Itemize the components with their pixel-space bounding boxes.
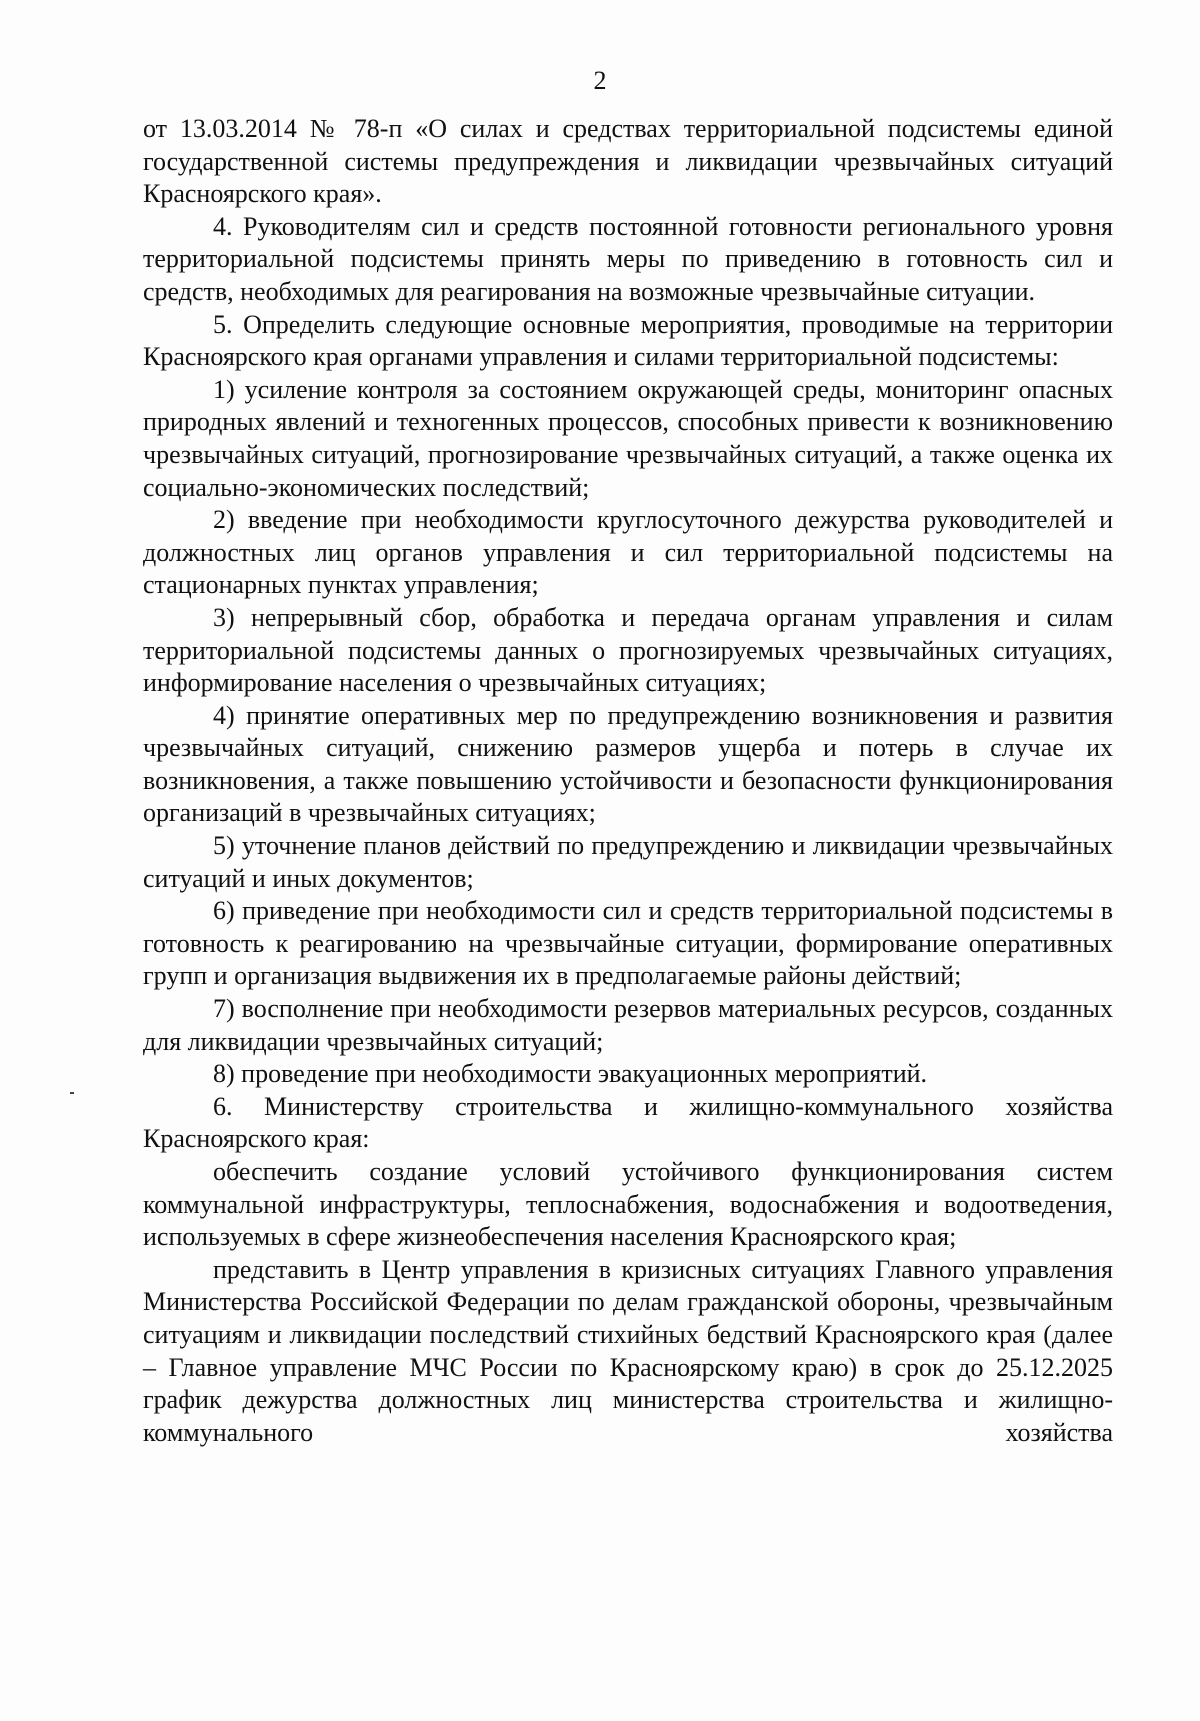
paragraph-item-6-a: обеспечить создание условий устойчивого функционирования систем коммунальной инфраструктуры, теплоснабжения, водоснабжения и водоотведения, используемых в сфере жизнеобеспечения населения Красноярского края; [143,1157,1113,1252]
subitem-4: 4) принятие оперативных мер по предупреждению возникновения и развития чрезвычайных ситуаций, снижению размеров ущерба и потерь в случае их возникновения, а также повышению устойчивости и безопасности функционирования организаций в чрезвычайных ситуациях; [143,700,1113,828]
subitem-7: 7) восполнение при необходимости резервов материальных ресурсов, созданных для ликвидации чрезвычайных ситуаций; [143,994,1113,1056]
paragraph-continuation: от 13.03.2014 № 78-п «О силах и средствах территориальной подсистемы единой государственной системы предупреждения и ликвидации чрезвычайных ситуаций Красноярского края». [143,114,1113,209]
subitem-8: 8) проведение при необходимости эвакуационных мероприятий. [213,1059,928,1089]
scan-mark [70,1092,74,1094]
page-number: 2 [593,66,607,95]
subitem-3: 3) непрерывный сбор, обработка и передача органам управления и силам территориальной подсистемы данных о прогнозируемых чрезвычайных ситуациях, информирование населения о чрезвычайных ситуациях; [143,602,1113,698]
paragraph-item-6: 6. Министерству строительства и жилищно-коммунального хозяйства Красноярского края: [143,1091,1113,1154]
paragraph-item-4: 4. Руководителям сил и средств постоянной готовности регионального уровня территориальной подсистемы принять меры по приведению в готовность сил и средств, необходимых для реагирования на возможные чрезвычайные ситуации. [143,211,1113,306]
subitem-6: 6) приведение при необходимости сил и средств территориальной подсистемы в готовность к реагированию на чрезвычайные ситуации, формирование оперативных групп и организация выдвижения их в предполагаемые районы действий; [143,896,1113,991]
subitem-5: 5) уточнение планов действий по предупреждению и ликвидации чрезвычайных ситуаций и иных документов; [143,831,1113,893]
subitem-2: 2) введение при необходимости круглосуточного дежурства руководителей и должностных лиц органов управления и сил территориальной подсистемы на стационарных пунктах управления; [143,505,1113,600]
paragraph-item-5: 5. Определить следующие основные мероприятия, проводимые на территории Красноярского края органами управления и силами территориальной подсистемы: [143,309,1113,372]
subitem-1: 1) усиление контроля за состоянием окружающей среды, мониторинг опасных природных явлений и техногенных процессов, способных привести к возникновению чрезвычайных ситуаций, прогнозирование чрезвычайных ситуаций, а также оценка их социально-экономических последствий; [143,374,1113,502]
document-body [143,113,1113,1449]
paragraph-item-6-b: представить в Центр управления в кризисных ситуациях Главного управления Министерства Российской Федерации по делам гражданской обороны, чрезвычайным ситуациям и ликвидации последствий стихийных бедствий Красноярского края (далее – Главное управление МЧС России по Красноярскому краю) в срок до 25.12.2025 график дежурства должностных лиц министерства строительства и жилищно-коммунального хозяйства [143,1254,1113,1447]
